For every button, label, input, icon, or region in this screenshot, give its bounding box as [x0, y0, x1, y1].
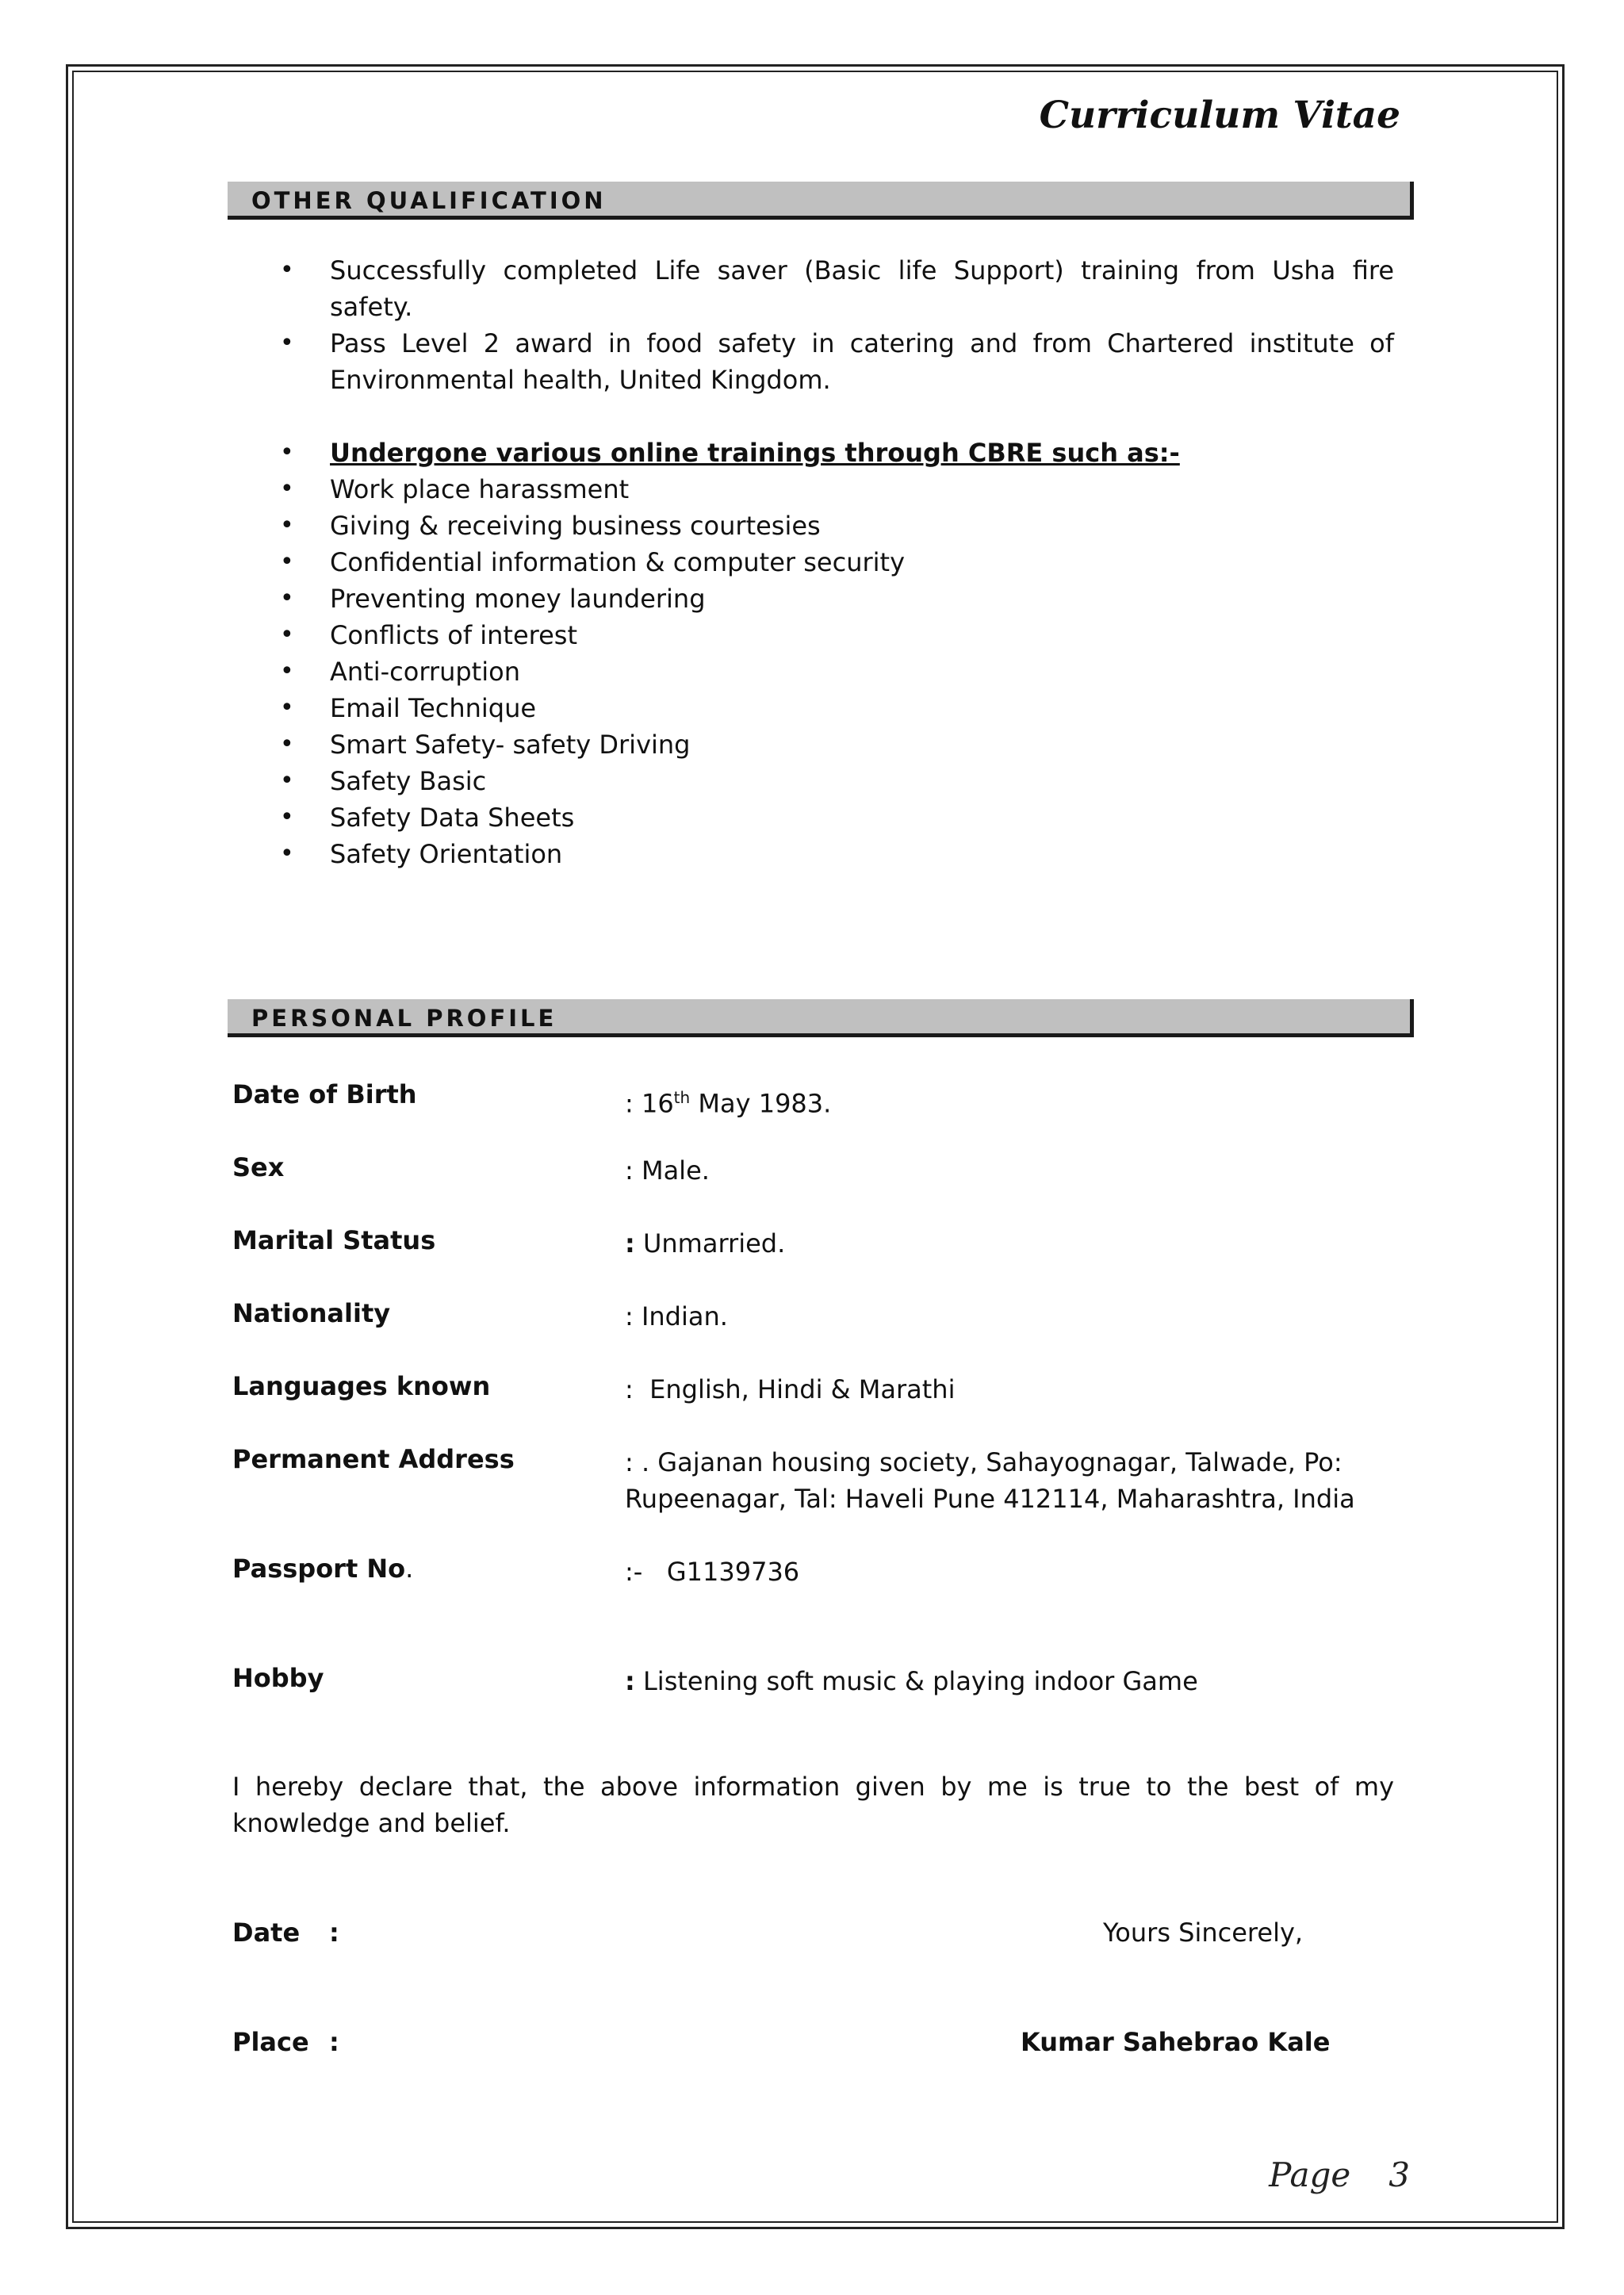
- list-item: • Smart Safety- safety Driving: [280, 726, 1394, 763]
- date-label: Date: [232, 1918, 301, 1948]
- field-value: : Indian.: [625, 1301, 728, 1331]
- bullet-icon: •: [280, 439, 294, 466]
- declaration-text: I hereby declare that, the above information given by me is true to the best of my knowledge and belief.: [232, 1772, 1394, 1838]
- list-item: [280, 435, 1394, 471]
- field-label: Passport No.: [232, 1554, 414, 1584]
- bullet-icon: •: [280, 767, 294, 795]
- bullet-icon: •: [280, 730, 294, 758]
- field-label: Hobby: [232, 1663, 324, 1693]
- bullet-icon: •: [280, 511, 294, 539]
- page-number: Page 3: [1269, 2155, 1410, 2194]
- section-header-personal-profile: [228, 999, 1414, 1037]
- list-item: • Conflicts of interest: [280, 617, 1394, 653]
- field-label: Date of Birth: [232, 1079, 417, 1109]
- field-value: : . Gajanan housing society, Sahayognagar, Talwade, Po: Rupeenagar, Tal: Haveli Pune 412114, Maharashtra, India: [625, 1447, 1355, 1514]
- list-item: • Preventing money laundering: [280, 580, 1394, 617]
- list-item: • Safety Orientation: [280, 836, 1394, 872]
- training-list: [280, 435, 1394, 872]
- bullet-icon: •: [280, 621, 294, 649]
- field-value: : Unmarried.: [625, 1228, 786, 1259]
- bullet-icon: •: [280, 256, 294, 284]
- field-value: : English, Hindi & Marathi: [625, 1374, 956, 1404]
- list-item: • Pass Level 2 award in food safety in catering and from Chartered institute of Environmental health, United Kingdom.: [280, 325, 1394, 398]
- list-item: • Successfully completed Life saver (Basic life Support) training from Usha fire safety.: [280, 252, 1394, 325]
- field-label: Sex: [232, 1152, 285, 1182]
- date-colon: :: [329, 1918, 339, 1948]
- section-title: PERSONAL PROFILE: [251, 1005, 557, 1032]
- bullet-icon: •: [280, 584, 294, 612]
- bullet-icon: •: [280, 475, 294, 503]
- signatory-name: Kumar Sahebrao Kale: [1021, 2027, 1331, 2057]
- field-label: Permanent Address: [232, 1444, 515, 1474]
- list-item: • Safety Basic: [280, 763, 1394, 799]
- field-value: : Listening soft music & playing indoor Game: [625, 1666, 1198, 1696]
- list-item: • Email Technique: [280, 690, 1394, 726]
- list-item: • Giving & receiving business courtesies: [280, 508, 1394, 544]
- bullet-icon: •: [280, 329, 294, 357]
- bullet-icon: •: [280, 548, 294, 576]
- training-list-heading: Undergone various online trainings through CBRE such as:-: [330, 438, 1180, 468]
- field-value: : Male.: [625, 1155, 710, 1186]
- place-label: Place: [232, 2027, 309, 2057]
- place-colon: :: [329, 2027, 339, 2057]
- list-item: • Work place harassment: [280, 471, 1394, 508]
- list-item: • Safety Data Sheets: [280, 799, 1394, 836]
- field-label: Languages known: [232, 1371, 491, 1401]
- field-value: :- G1139736: [625, 1557, 800, 1587]
- bullet-icon: •: [280, 840, 294, 868]
- closing-text: Yours Sincerely,: [1103, 1918, 1304, 1948]
- field-value: : 16th May 1983.: [625, 1088, 832, 1119]
- list-item: • Confidential information & computer security: [280, 544, 1394, 580]
- section-header-other-qualification: [228, 182, 1414, 220]
- list-item: • Anti-corruption: [280, 653, 1394, 690]
- section-title: OTHER QUALIFICATION: [251, 187, 607, 214]
- bullet-icon: •: [280, 657, 294, 685]
- qualification-list: [280, 252, 1394, 398]
- bullet-icon: •: [280, 694, 294, 722]
- document-title: Curriculum Vitae: [1039, 94, 1400, 137]
- field-label: Marital Status: [232, 1225, 436, 1255]
- field-label: Nationality: [232, 1298, 391, 1328]
- bullet-icon: •: [280, 803, 294, 831]
